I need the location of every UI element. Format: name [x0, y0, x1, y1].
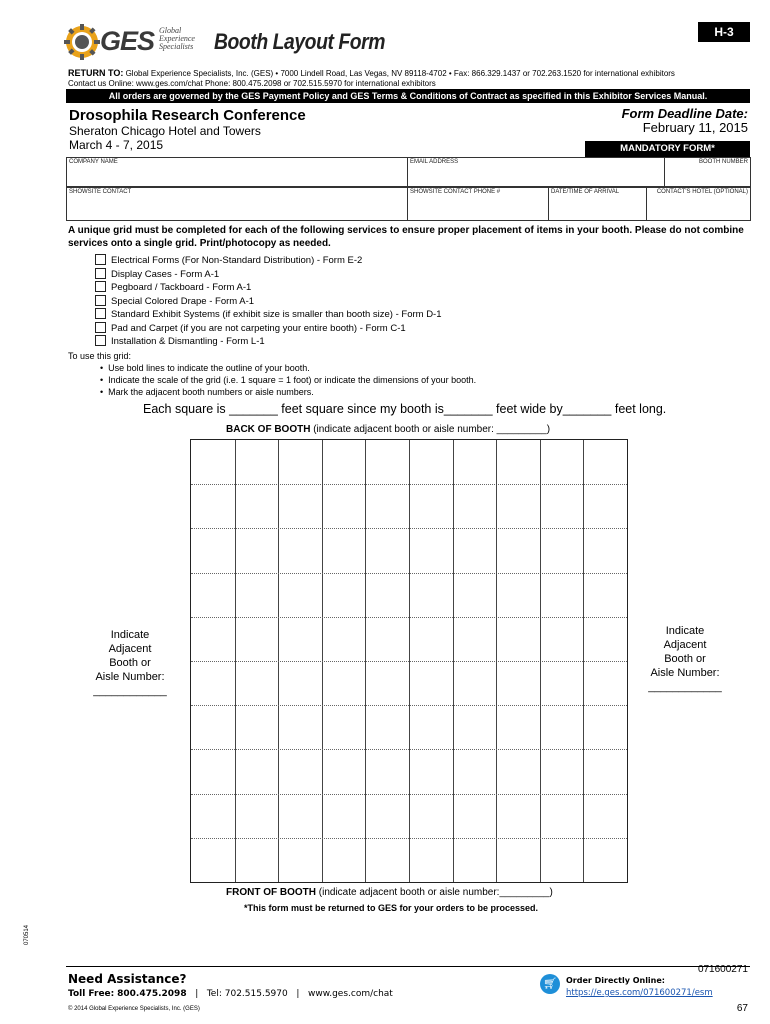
shopping-cart-icon: 🛒︎	[540, 974, 560, 994]
service-checkbox-row[interactable]	[95, 322, 406, 333]
mandatory-badge: MANDATORY FORM*	[585, 141, 750, 157]
grid-usage-bullets	[100, 362, 476, 398]
back-of-booth-label: BACK OF BOOTH (indicate adjacent booth or aisle number: _________)	[226, 424, 551, 435]
arrival-label: DATE/TIME OF ARRIVAL	[551, 189, 620, 195]
grid-row-line	[191, 705, 627, 706]
footer-divider	[66, 966, 750, 967]
front-of-booth-label: FRONT OF BOOTH (indicate adjacent booth or aisle number:_________)	[226, 887, 553, 898]
return-address: Global Experience Specialists, Inc. (GES) • 7000 Lindell Road, Las Vegas, NV 89118-4702 • Fax: 866.329.1437 or 702.263.1520 for international exhibitors	[125, 69, 675, 78]
grid-row-line	[191, 749, 627, 750]
checkbox[interactable]	[95, 254, 106, 265]
bullet-item: • Use bold lines to indicate the outline of your booth.	[100, 363, 310, 373]
logo-subtitle: Global Experience Specialists	[159, 26, 195, 51]
service-label: Installation & Dismantling - Form L-1	[111, 336, 265, 347]
hotel-label: CONTACT'S HOTEL (OPTIONAL)	[656, 189, 748, 195]
grid-usage-heading: To use this grid:	[68, 351, 132, 361]
checkbox[interactable]	[95, 281, 106, 292]
deadline-date: February 11, 2015	[642, 120, 748, 135]
event-name: Drosophila Research Conference	[69, 107, 306, 124]
bullet-item: • Mark the adjacent booth numbers or aisle numbers.	[100, 387, 314, 397]
service-checkbox-row[interactable]	[95, 335, 265, 346]
event-dates: March 4 - 7, 2015	[69, 138, 164, 152]
grid-row-line	[191, 794, 627, 795]
service-label: Pad and Carpet (if you are not carpeting your entire booth) - Form C-1	[111, 322, 406, 334]
scale-line: Each square is _______ feet square since my booth is_______ feet wide by_______ feet long.	[143, 402, 667, 416]
instructions: A unique grid must be completed for each of the following services to ensure proper placement of items in your booth. Please do not combine services onto a single grid. Print/photocopy as needed.	[68, 225, 744, 249]
ges-logo	[64, 24, 209, 62]
service-checkbox-row[interactable]	[95, 254, 362, 265]
need-assistance-heading: Need Assistance?	[68, 972, 187, 986]
showsite-phone-label: SHOWSITE CONTACT PHONE #	[410, 189, 501, 195]
service-label: Electrical Forms (For Non-Standard Distribution) - Form E-2	[111, 255, 363, 266]
left-adjacent-label: Indicate Adjacent Booth or Aisle Number: ____________	[93, 629, 167, 697]
checkbox[interactable]	[95, 295, 106, 306]
logo-text: GES	[100, 26, 155, 56]
bullet-item: • Indicate the scale of the grid (i.e. 1 square = 1 foot) or indicate the dimensions of your booth.	[100, 375, 477, 385]
contact-line: Contact us Online: www.ges.com/chat Phone: 800.475.2098 or 702.515.5970 for international exhibitors	[68, 79, 436, 88]
booth-number-label: BOOTH NUMBER	[698, 159, 748, 165]
grid-column-line	[583, 440, 584, 882]
event-venue: Sheraton Chicago Hotel and Towers	[69, 124, 261, 138]
email-address-field[interactable]	[407, 157, 665, 187]
checkbox[interactable]	[95, 335, 106, 346]
grid-row-line	[191, 838, 627, 839]
booth-number-field[interactable]	[664, 157, 751, 187]
service-label: Pegboard / Tackboard - Form A-1	[111, 282, 252, 293]
booth-layout-grid[interactable]	[190, 439, 628, 883]
footer-contact-line: Toll Free: 800.475.2098 | Tel: 702.515.5970 | www.ges.com/chat	[68, 989, 393, 999]
grid-column-line	[496, 440, 497, 882]
return-to-label: RETURN TO:	[68, 68, 124, 78]
service-checkbox-row[interactable]	[95, 268, 219, 279]
company-name-field[interactable]	[66, 157, 408, 187]
service-checkbox-row[interactable]	[95, 308, 442, 319]
hotel-field[interactable]	[646, 187, 751, 221]
policy-bar: All orders are governed by the GES Payment Policy and GES Terms & Conditions of Contract as specified in this Exhibitor Services Manual.	[66, 89, 750, 103]
showsite-contact-label: SHOWSITE CONTACT	[69, 189, 132, 195]
service-label: Standard Exhibit Systems (if exhibit size is smaller than booth size) - Form D-1	[111, 309, 442, 320]
order-code: 071600271	[697, 964, 748, 975]
checkbox[interactable]	[95, 268, 106, 279]
email-address-label: EMAIL ADDRESS	[410, 159, 459, 165]
form-title: Booth Layout Form	[214, 29, 386, 54]
checkbox[interactable]	[95, 308, 106, 319]
return-to-block	[68, 68, 675, 89]
service-checkbox-row[interactable]	[95, 281, 251, 292]
order-online-link[interactable]: https://e.ges.com/071600271/esm	[566, 988, 713, 998]
grid-column-line	[453, 440, 454, 882]
grid-column-line	[540, 440, 541, 882]
grid-row-line	[191, 661, 627, 662]
showsite-contact-field[interactable]	[66, 187, 408, 221]
service-label: Special Colored Drape - Form A-1	[111, 295, 255, 307]
revision-code: 070514	[24, 924, 30, 945]
deadline-label: Form Deadline Date:	[621, 106, 748, 121]
showsite-phone-field[interactable]	[407, 187, 549, 221]
ges-globe-icon	[64, 24, 100, 60]
copyright: © 2014 Global Experience Specialists, Inc. (GES)	[68, 1006, 200, 1012]
service-checkbox-row[interactable]	[95, 295, 254, 306]
order-online-label: Order Directly Online:	[566, 976, 665, 985]
service-label: Display Cases - Form A-1	[111, 268, 220, 280]
form-code-badge: H-3	[698, 22, 750, 42]
checkbox[interactable]	[95, 322, 106, 333]
right-adjacent-label: Indicate Adjacent Booth or Aisle Number: ____________	[648, 625, 722, 693]
arrival-field[interactable]	[548, 187, 647, 221]
company-name-label: COMPANY NAME	[69, 159, 118, 165]
chat-link[interactable]: www.ges.com/chat	[307, 989, 393, 999]
page-number: 67	[736, 1003, 748, 1014]
return-note: *This form must be returned to GES for your orders to be processed.	[244, 903, 539, 913]
